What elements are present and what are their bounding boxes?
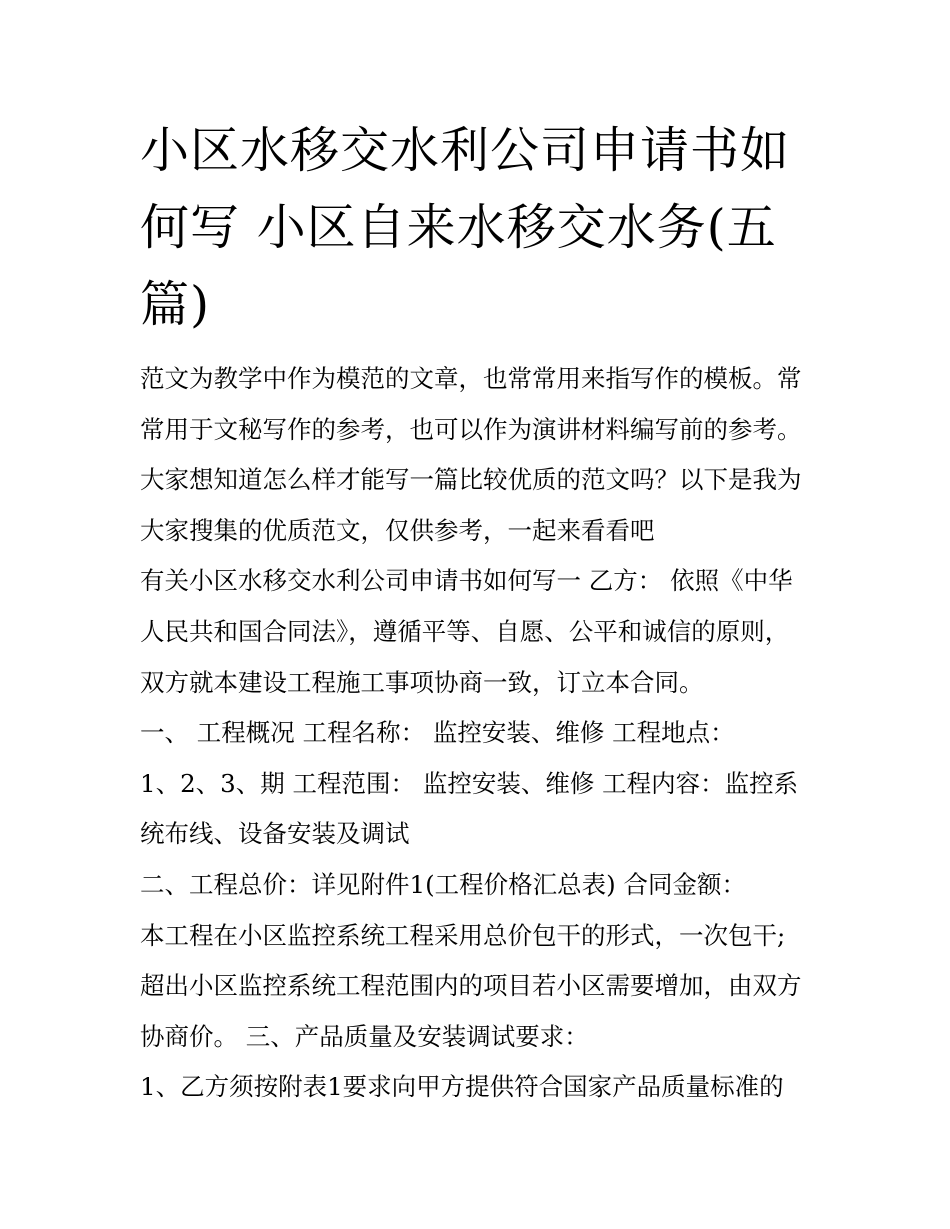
body-line: 范文为教学中作为模范的文章，也常常用来指写作的模板。常 (140, 364, 802, 393)
body-line: 常用于文秘写作的参考，也可以作为演讲材料编写前的参考。 (140, 414, 802, 444)
title-line: 小区水移交水利公司申请书如 (140, 122, 791, 179)
body-line: 1、2、3、期 工程范围： 监控安装、维修 工程内容：监控系 (140, 768, 799, 798)
body-line: 大家想知道怎么样才能写一篇比较优质的范文吗？以下是我为 (140, 465, 802, 495)
body-line: 双方就本建设工程施工事项协商一致，订立本合同。 (140, 667, 704, 697)
title-line: 篇) (140, 276, 211, 333)
body-line: 一、 工程概况 工程名称： 监控安装、维修 工程地点： (140, 718, 735, 748)
body-line: 人民共和国合同法》，遵循平等、自愿、公平和诚信的原则， (140, 616, 790, 646)
body-line: 协商价。 三、产品质量及安装调试要求： (140, 1021, 589, 1051)
body-line: 有关小区水移交水利公司申请书如何写一 乙方： 依照《中华 (140, 566, 793, 596)
body-line: 超出小区监控系统工程范围内的项目若小区需要增加，由双方 (140, 971, 802, 1001)
document-body (140, 354, 830, 1113)
body-line: 1、乙方须按附表1要求向甲方提供符合国家产品质量标准的 (140, 1072, 784, 1102)
title-line: 何写 小区自来水移交水务(五 (140, 199, 777, 256)
body-line: 统布线、设备安装及调试 (140, 819, 410, 849)
document-title (140, 112, 820, 343)
body-line: 二、工程总价：详见附件1(工程价格汇总表) 合同金额： (140, 869, 746, 899)
body-line: 本工程在小区监控系统工程采用总价包干的形式，一次包干; (140, 920, 786, 950)
body-line: 大家搜集的优质范文，仅供参考，一起来看看吧 (140, 515, 655, 545)
